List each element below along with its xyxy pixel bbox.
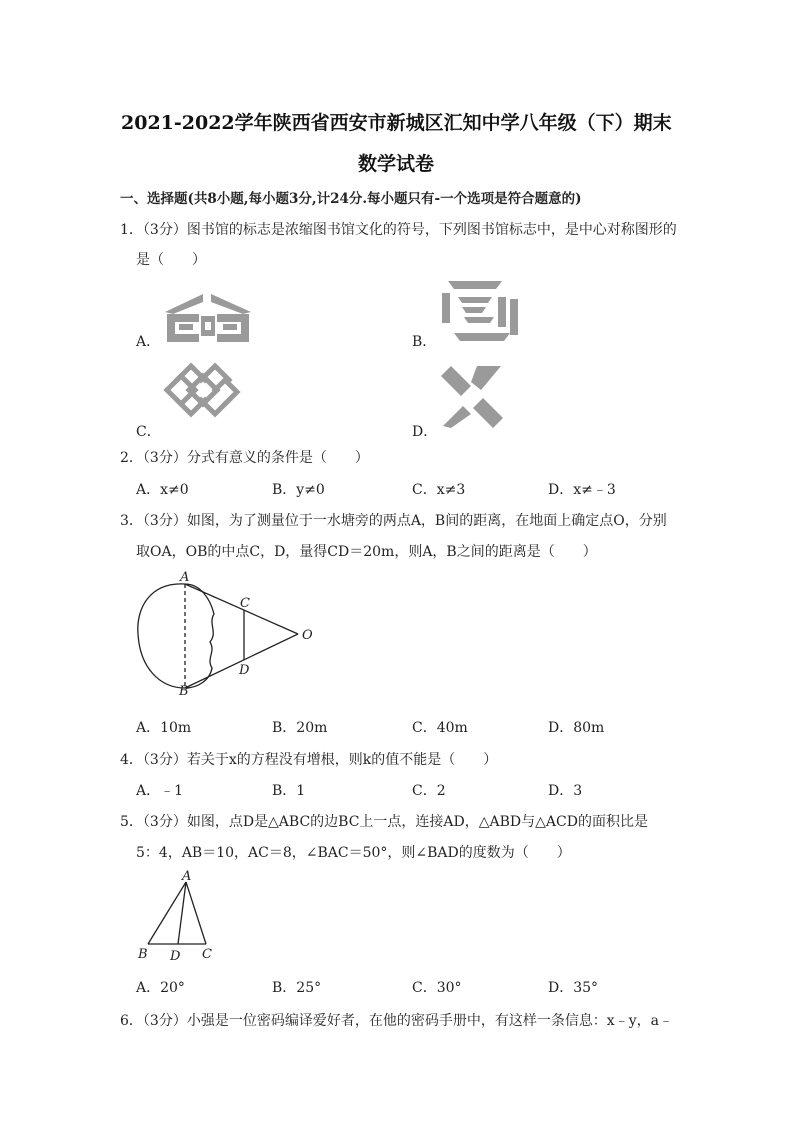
label-o: O <box>302 628 313 643</box>
label-a: A <box>182 869 192 884</box>
q1-option-a-label: A． <box>136 334 161 350</box>
question-1-text-line1: 1．（3分）图书馆的标志是浓缩图书馆文化的符号，下列图书馆标志中，是中心对称图形的 <box>120 222 677 238</box>
q2-option-c: C．x≠3 <box>412 482 466 498</box>
label-a: A <box>180 570 190 585</box>
label-b: B <box>138 947 148 962</box>
q5-option-a: A．20° <box>136 980 185 996</box>
q4-option-a: A．﹣1 <box>136 783 184 799</box>
q3-option-a: A．10m <box>136 720 192 736</box>
q2-option-b: B．y≠0 <box>272 482 325 498</box>
label-c: C <box>240 596 250 611</box>
q5-option-b: B．25° <box>272 980 322 996</box>
question-3-text-line1: 3．（3分）如图，为了测量位于一水塘旁的两点A，B间的距离，在地面上确定点O，分别 <box>120 513 667 529</box>
q1-option-c-label: C． <box>136 424 161 440</box>
question-6-text-line1: 6．（3分）小强是一位密码编译爱好者，在他的密码手册中，有这样一条信息：x﹣y，a﹣ <box>120 1013 673 1029</box>
segment-ad <box>178 882 186 944</box>
q4-option-b: B．1 <box>272 783 306 799</box>
segment-bo <box>185 634 298 688</box>
q2-option-a: A．x≠0 <box>136 482 189 498</box>
pond-outline <box>138 584 214 688</box>
q1-option-b-label: B． <box>412 334 437 350</box>
q1-option-d-label: D． <box>412 424 438 440</box>
question-4-text: 4．（3分）若关于x的方程没有增根，则k的值不能是（ ） <box>120 752 498 768</box>
label-c: C <box>202 947 212 962</box>
q4-option-c: C．2 <box>412 783 446 799</box>
question-3-text-line2: 取OA，OB的中点C，D，量得CD＝20m，则A，B之间的距离是（ ） <box>136 544 597 560</box>
segment-ab <box>148 882 186 944</box>
q1-logo-b-image <box>440 279 522 343</box>
q1-logo-d-image <box>437 362 507 432</box>
question-5-text-line2: 5：4，AB＝10，AC＝8，∠BAC＝50°，则∠BAD的度数为（ ） <box>136 845 571 861</box>
document-title-line2: 数学试卷 <box>358 153 435 175</box>
q1-logo-a-image <box>163 290 253 352</box>
q5-triangle-figure <box>134 870 224 962</box>
label-d: D <box>170 949 181 964</box>
q5-option-c: C．30° <box>412 980 462 996</box>
q3-option-b: B．20m <box>272 720 328 736</box>
q3-option-c: C．40m <box>412 720 468 736</box>
q5-option-d: D．35° <box>548 980 599 996</box>
q3-pond-figure <box>130 568 330 700</box>
document-title-line1: 2021-2022学年陕西省西安市新城区汇知中学八年级（下）期末 <box>121 112 672 134</box>
question-5-text-line1: 5．（3分）如图，点D是△ABC的边BC上一点，连接AD，△ABD与△ACD的面积比是 <box>120 814 648 830</box>
label-b: B <box>179 684 189 699</box>
q2-option-d: D．x≠﹣3 <box>548 482 616 498</box>
q1-logo-c-image <box>163 358 243 422</box>
q3-option-d: D．80m <box>548 720 605 736</box>
question-1-text-line2: 是（ ） <box>136 252 206 268</box>
section-header-choice: 一、选择题(共8小题,每小题3分,计24分.每小题只有-一个选项是符合题意的) <box>120 191 582 207</box>
segment-ac <box>186 882 206 944</box>
label-d: D <box>239 663 250 678</box>
question-2-text: 2．（3分）分式有意义的条件是（ ） <box>120 450 369 466</box>
q4-option-d: D．3 <box>548 783 583 799</box>
